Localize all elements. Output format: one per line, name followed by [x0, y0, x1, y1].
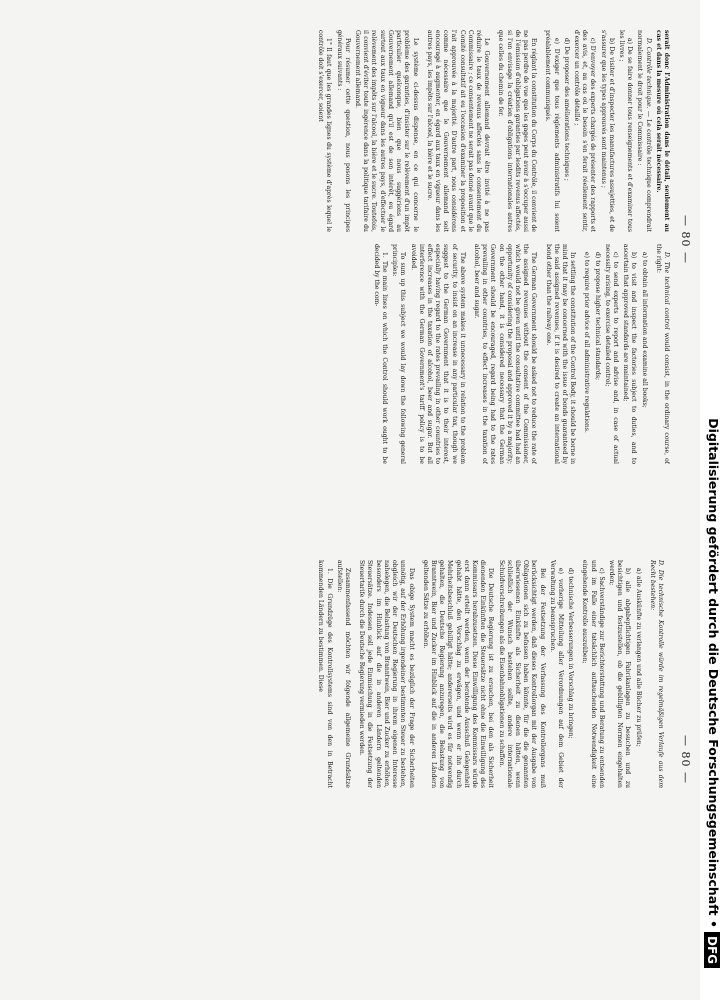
- french-paragraph: [635, 30, 651, 232]
- french-item-a: a) De se faire donner tous renseignements et d'examiner tous les livres ;: [617, 30, 634, 232]
- english-item-a: a) to obtain all information and examine all books;: [640, 252, 648, 408]
- german-item-c: c) Sachverständige zur Berichterstattung und Beratung zu entsenden und im Falle einer tatsächlich auftauchenden Notwendigkeit eine eingehende Kontrolle auszuüben;: [581, 560, 605, 788]
- french-column: [20, 30, 670, 232]
- left-page-number: — 80 —: [679, 215, 692, 264]
- english-paragraph: To sum up this subject we would lay down the following general principles:: [391, 244, 407, 464]
- german-item-a: a) alle Auskünfte zu verlangen und alle Bücher zu prüfen;: [634, 568, 642, 747]
- english-paragraph: 1. The main lines on which the Control should work ought to be decided by the com-: [372, 244, 388, 464]
- french-paragraph: Le système ci-dessus dispense, en ce qui concerne le problème des garanties, d'insister sur le relèvement d'un impôt particulier quelconque, bien que nous suggérions au Gouvernement allemand qu'il est de son intérêt, eu égard surtout aux taux en vigueur dans les autres pays, d'effectuer le relèvement des impôts sur l'alcool, la bière et le sucre. Toutefois, il convient d'éviter toute ingérence dans la politique tarifaire du Gouvernement allemand.: [354, 30, 419, 232]
- french-paragraph: serait donc l'Administration dans le détail, seulement au cas et dans la mesure où cela serait nécessaire.: [654, 30, 670, 232]
- french-paragraph: 1° Il faut que les grandes lignes du système d'après lequel le contrôle doit s'exercer, soient: [317, 30, 333, 232]
- french-section-text: — Le contrôle technique comprendrait normalement le droit pour le Commissaire :: [636, 30, 652, 232]
- french-paragraph: Le Gouvernement allemand devrait être invité à ne pas réduire le taux de revenus affectés sans le consentement du Commissaire ; ce consentement ne serait pas donné avant que le Comité consultatif ait eu l'occasion d'examiner la proposition et l'ait approuvée à la majorité. D'autre part, nous considérons comme nécessaire que le Gouvernement allemand soit encouragé à augmenter, en égard aux taux en vigueur dans les autres pays, les impôts sur l'alcool, la bière et le sucre.: [425, 30, 491, 232]
- french-paragraph: En réglant la constitution du Corps du Contrôle, il convient de ne pas perdre de vue que les gages peut avoir à s'occuper aussi de l'émission d'obligations garanties par lesdits revenus affectés, si l'on envisage la création d'obligations internationales autres que celles du chemin de fer.: [497, 30, 538, 232]
- english-section-text: would consist, in the ordinary course, of the right:: [654, 244, 670, 464]
- english-item-d: d) to propose higher technical standards;: [593, 252, 601, 381]
- french-item-d: d) De proposer des améliorations techniques ;: [562, 38, 570, 181]
- english-section-heading: D. The technical control: [663, 252, 670, 330]
- right-page-number: — 80 —: [679, 735, 692, 784]
- english-item-b: b) to visit and inspect the factories subject to duties, and to ascertain that approved standards are maintained;: [622, 244, 638, 464]
- english-paragraph: The German Government should be asked not to reduce the rate of the assigned revenues without the consent of the Commissioner, which would not be given until the consultative committee had had an opportunity of considering the proposal and approved it by a majority; on the other hand, it is considered necessary that the German Government should be encouraged, regard being had to the rates prevailing in other countries, to effect increases in the taxation of alcohol, beer and sugar.: [472, 244, 538, 464]
- german-item-b: b) alle abgabepflichtigen Fabrikanlagen zu besuchen und zu besichtigen und festzustellen, ob die gebilligten Normen eingehalten werden;: [607, 560, 632, 788]
- dfg-logo: DFG: [705, 932, 721, 968]
- french-item-e: e) D'exiger que tous règlements administratifs lui soient préalablement communiqués.: [544, 30, 560, 232]
- english-paragraph: [654, 244, 670, 464]
- english-column: [20, 244, 670, 464]
- banner-text: Digitalisierung gefördert durch die Deutsche Forschungsgemeinschaft •: [706, 418, 721, 928]
- german-paragraph: 1. Die Grundzüge des Kontrollsystems sind von den in Betracht kommenden Ländern zu bestimmen. Diese: [317, 560, 333, 788]
- french-section-heading: D. Contrôle technique.: [644, 38, 652, 109]
- german-column: [20, 560, 670, 788]
- banner-text-line: [701, 8, 725, 968]
- german-paragraph: Die Deutsche Regierung ist zu ersuchen, bei den als Sicherheit dienenden Einkünften die Steuersätze nicht ohne die Einwilligung des Kommissars herabzusetzen. Diese Einwilligung des Kommissars würde erst dann erteilt werden, wenn der beratende Ausschuß Gelegenheit gehabt hätte, den Vorschlag zu erwägen, und wenn er ihn durch Mehrheitsbeschluß gebilligt hätte; andererseits wird es für notwendig gehalten, die Deutsche Regierung anzuregen, die Belastung von Branntwein, Bier und Zucker im Hinblick auf die in anderen Ländern geltenden Sätze zu erhöhen.: [421, 560, 495, 788]
- french-item-c: c) D'envoyer des experts chargés de présenter des rapports et des avis, et, au cas où le besoin s'en ferait réellement sentir, d'exercer un contrôle détaillé ;: [572, 30, 597, 232]
- digitization-banner: [700, 0, 727, 1000]
- english-paragraph: In settling the constitution of the Control Body, it should be borne in mind that it may be concerned with the issue of bonds guaranteed by the said assigned revenues, if it is desired to create an international bond other than the railway one.: [544, 244, 577, 464]
- german-paragraph: D. Die technische Kontrolle würde im regelmäßigen Verlaufe aus dem Recht bestehen:: [648, 560, 664, 788]
- german-item-e: e) vorherige Mitteilung aller Verordnungen auf dem Gebiet der Verwaltung zu beanspruchen.: [548, 560, 564, 788]
- french-item-b: b) De visiter et d'inspecter les manufactures assujetties, et de s'assurer que les types approuvés sont maintenus ;: [599, 30, 615, 232]
- german-paragraph: Bei der Festsetzung der Verfassung des Kontrollorgans muß berücksichtigt werden, daß dieses Kontrollorgan mit der Ausgabe von Obligationen sich zu befassen haben könnte, für die die genannten überwiesenen Einkünfte als Sicherheit zu dienen hätten, wenn schließlich der Wunsch bestehen sollte, andere internationale Schuldverschreibungen als die Eisenbahnobligationen zu schaffen.: [497, 560, 546, 788]
- english-item-e: e) to require prior advice of all administrative regulations.: [583, 252, 591, 433]
- french-paragraph: Pour résumer cette question, nous posons les principes généraux suivants :: [335, 30, 351, 232]
- english-paragraph: The above system makes it unnecessary in relation to the problem of security, to insist on an increase in any particular tax, though we suggest to the German Government that it is to their interest, especially having regard to the rates prevailing in other countries to effect increases in the taxation of alcohol, beer and sugar. But all interference with the German Government's tariff policy is to be avoided.: [409, 244, 466, 464]
- german-item-d: d) technische Verbesserungen in Vorschlag zu bringen;: [567, 568, 575, 739]
- english-item-c: c) to send experts to report and advise and, in case of actual necessity arising, to exercise detailed control;: [603, 244, 619, 464]
- german-paragraph: Zusammenfassend möchten wir folgende allgemeine Grundsätze aufstellen:: [335, 560, 352, 788]
- german-paragraph: Das obige System macht es bezüglich der Frage der Sicherheiten unnötig, auf der Erhöhung irgendeiner bestimmten Steuer zu bestehen, obgleich wir der Deutschen Regierung in ihrem eigenen Interesse nahelegen, die Belastung von Branntwein, Bier und Zucker zu erhöhen, besonders im Hinblick auf die in anderen Ländern geltenden Steuersätze. Indessen soll jede Einmischung in die Festsetzung der Steuertarife durch die Deutsche Regierung vermieden werden.: [358, 560, 415, 788]
